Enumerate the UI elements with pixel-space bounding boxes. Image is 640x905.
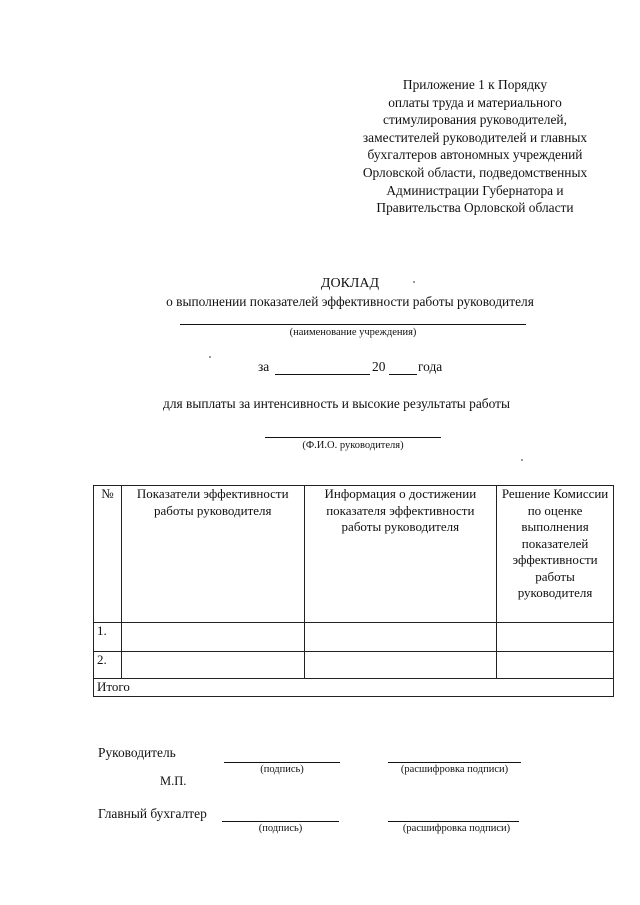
header-achievement-info: Информация о достижении показателя эффективности работы руководителя <box>304 486 497 623</box>
stamp-label: М.П. <box>160 774 187 788</box>
accountant-signature-hint: (подпись) <box>258 823 303 834</box>
table-cell[interactable] <box>304 652 497 679</box>
total-label: Итого <box>94 679 614 697</box>
report-purpose: для выплаты за интенсивность и высокие результаты работы <box>163 396 510 411</box>
accountant-decoding-hint: (расшифровка подписи) <box>402 823 511 834</box>
accountant-decoding-line[interactable] <box>388 821 519 822</box>
fio-hint: (Ф.И.О. руководителя) <box>302 440 404 451</box>
table-cell[interactable] <box>497 652 614 679</box>
head-signature-hint: (подпись) <box>260 764 304 775</box>
scan-speck <box>521 459 523 461</box>
fio-line[interactable] <box>265 437 441 438</box>
appendix-line: стимулирования руководителей, <box>383 112 567 128</box>
appendix-line: Орловской области, подведомственных <box>362 164 588 180</box>
period-blank-line[interactable] <box>275 374 370 375</box>
table-row <box>94 652 614 679</box>
header-number: № <box>94 486 122 623</box>
period-suffix: года <box>418 359 443 374</box>
header-indicators: Показатели эффективности работы руководителя <box>121 486 304 623</box>
appendix-line: Администрации Губернатора и <box>386 182 564 198</box>
appendix-line: Приложение 1 к Порядку <box>402 77 548 92</box>
institution-name-line[interactable] <box>180 324 526 325</box>
row-number: 2. <box>94 652 122 679</box>
head-signature-line[interactable] <box>224 762 340 763</box>
table-row <box>94 623 614 652</box>
period-year: 20 <box>372 359 386 374</box>
appendix-line: Правительства Орловской области <box>376 200 574 216</box>
appendix-line: бухгалтеров автономных учреждений <box>367 147 583 163</box>
appendix-line: заместителей руководителей и главных <box>362 129 588 145</box>
report-subtitle: о выполнении показателей эффективности работы руководителя <box>166 294 534 309</box>
year-blank-line[interactable] <box>389 374 417 375</box>
header-commission-decision: Решение Комиссии по оценке выполнения показателей эффективности работы руководителя <box>497 486 614 623</box>
head-decoding-line[interactable] <box>388 762 521 763</box>
accountant-label: Главный бухгалтер <box>98 806 207 821</box>
table-cell[interactable] <box>121 652 304 679</box>
period-prefix: за <box>258 359 270 374</box>
institution-hint: (наименование учреждения) <box>289 327 417 338</box>
table-header-row <box>94 486 614 623</box>
indicators-table <box>93 485 614 697</box>
row-number: 1. <box>94 623 122 652</box>
table-cell[interactable] <box>304 623 497 652</box>
head-label: Руководитель <box>98 745 176 760</box>
scan-speck <box>413 281 415 283</box>
report-title: ДОКЛАД <box>320 276 380 291</box>
table-cell[interactable] <box>497 623 614 652</box>
head-decoding-hint: (расшифровка подписи) <box>400 764 509 775</box>
appendix-line: оплаты труда и материального <box>388 94 562 110</box>
accountant-signature-line[interactable] <box>222 821 339 822</box>
table-cell[interactable] <box>121 623 304 652</box>
scan-speck <box>209 356 211 358</box>
appendix-block <box>330 76 620 217</box>
table-total-row <box>94 679 614 697</box>
